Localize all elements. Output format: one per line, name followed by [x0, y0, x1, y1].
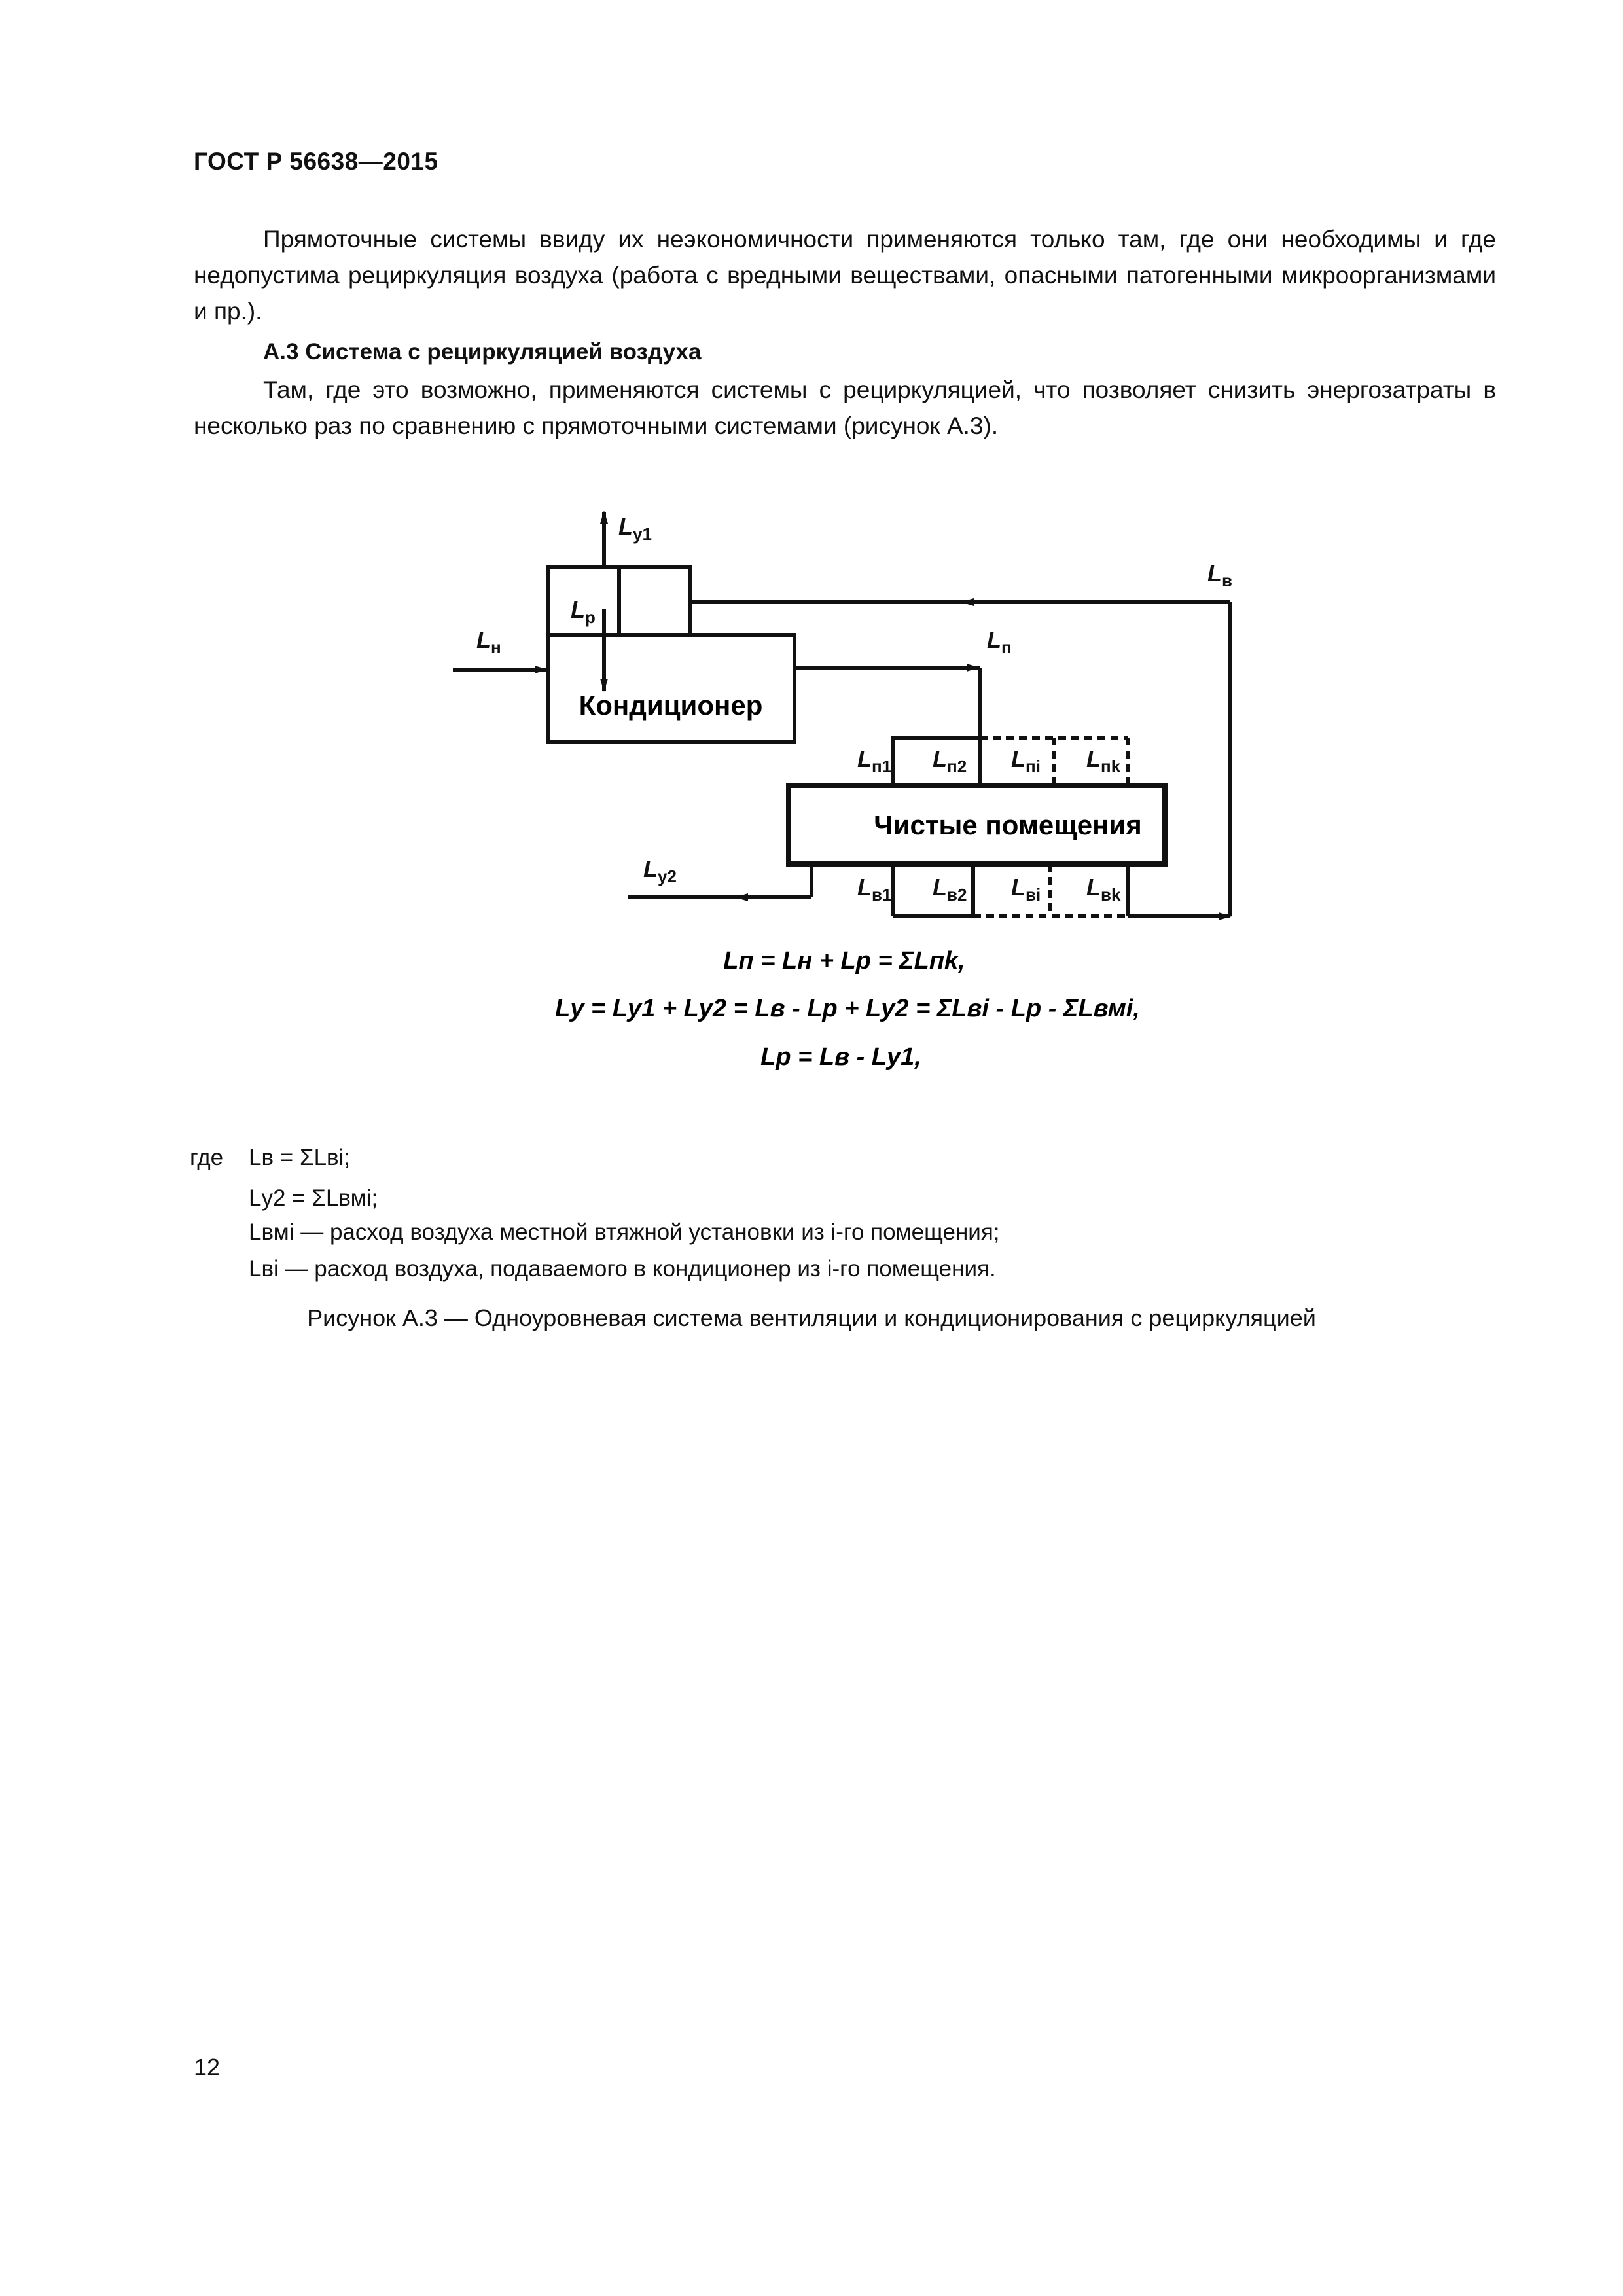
where-item-4: Lвi — расход воздуха, подаваемого в кондиционер из i-го помещения.: [249, 1256, 996, 1282]
where-row: [190, 1249, 1000, 1289]
label-lv2: Lв2: [933, 874, 967, 905]
label-lp: Lп: [987, 626, 1012, 657]
label-ly2: Lу2: [643, 855, 677, 886]
standard-header: ГОСТ Р 56638—2015: [194, 148, 438, 175]
figure-caption: Рисунок А.3 — Одноуровневая система вентиляции и кондиционирования с рециркуляцией: [307, 1304, 1316, 1331]
where-item-2: Lу2 = ΣLвмi;: [249, 1185, 378, 1211]
label-lvk: Lвk: [1086, 874, 1121, 905]
where-block: [190, 1138, 1000, 1289]
label-lv: Lв: [1207, 560, 1232, 590]
intro-paragraph: Прямоточные системы ввиду их неэкономичности применяются только там, где они необходимы и где недопустима рециркуляция воздуха (работа с вредными веществами, опасными патогенными микроорганизмами и пр.).: [194, 226, 1496, 325]
section-paragraph: Там, где это возможно, применяются системы с рециркуляцией, что позволяет снизить энергозатраты в несколько раз по сравнению с прямоточными системами (рисунок А.3).: [194, 376, 1496, 439]
clean-rooms-label: Чистые помещения: [874, 810, 1142, 840]
where-row: [190, 1212, 1000, 1253]
where-item-1: Lв = ΣLвi;: [249, 1145, 351, 1170]
formula-1: Lп = Lн + Lр = ΣLпk,: [723, 947, 965, 975]
label-ly1: Lу1: [618, 513, 652, 544]
label-lr: Lр: [571, 596, 596, 627]
label-lpi: Lпi: [1011, 745, 1041, 776]
formula-3: Lр = Lв - Lу1,: [760, 1043, 921, 1071]
page-number: 12: [194, 2054, 221, 2081]
formula-2: Lу = Lу1 + Lу2 = Lв - Lр + Lу2 = ΣLвi - Lр - ΣLвмi,: [555, 995, 1140, 1022]
section-title: А.3 Система с рециркуляцией воздуха: [263, 339, 702, 365]
label-lp2: Lп2: [933, 745, 967, 776]
conditioner-label: Кондиционер: [579, 690, 763, 721]
label-lp1: Lп1: [857, 745, 892, 776]
where-item-3: Lвмi — расход воздуха местной втяжной установки из i-го помещения;: [249, 1219, 1000, 1245]
label-lpk: Lпk: [1086, 745, 1121, 776]
where-row: [190, 1138, 1000, 1178]
label-lvi: Lвi: [1011, 874, 1041, 905]
where-word: где: [190, 1145, 224, 1170]
label-ln: Lн: [476, 626, 501, 657]
conditioner-box: [548, 635, 794, 742]
label-lv1: Lв1: [857, 874, 892, 905]
